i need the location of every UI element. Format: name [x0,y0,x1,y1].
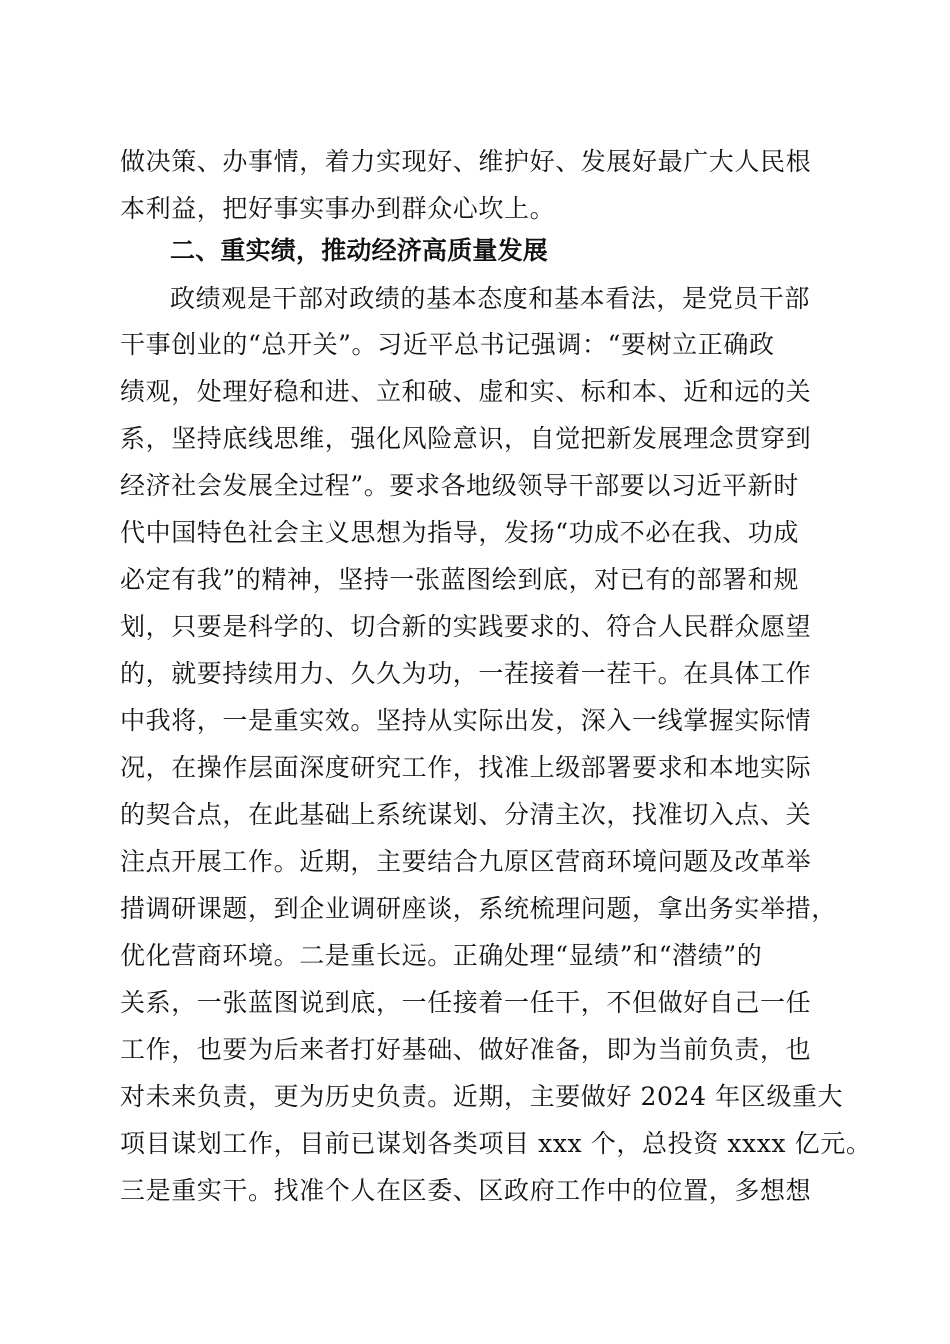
paragraph-line: 况，在操作层面深度研究工作，找准上级部署要求和本地实际 [120,753,812,782]
paragraph-line: 代中国特色社会主义思想为指导，发扬“功成不必在我、功成 [120,518,799,547]
paragraph-line: 干事创业的“总开关”。习近平总书记强调：“要树立正确政 [120,330,775,359]
paragraph-line: 的契合点，在此基础上系统谋划、分清主次，找准切入点、关 [120,800,812,829]
paragraph-line: 做决策、办事情，着力实现好、维护好、发展好最广大人民根 [120,147,812,176]
paragraph-line: 绩观，处理好稳和进、立和破、虚和实、标和本、近和远的关 [120,377,812,406]
paragraph-line: 经济社会发展全过程”。要求各地级领导干部要以习近平新时 [120,471,799,500]
paragraph-line: 必定有我”的精神，坚持一张蓝图绘到底，对已有的部署和规 [120,565,799,594]
paragraph-line: 系，坚持底线思维，强化风险意识，自觉把新发展理念贯穿到 [120,424,812,453]
paragraph-line: 政绩观是干部对政绩的基本态度和基本看法，是党员干部 [170,284,811,313]
paragraph-line: 关系，一张蓝图说到底，一任接着一任干，不但做好自己一任 [120,988,812,1017]
paragraph-line: 的，就要持续用力、久久为功，一茬接着一茬干。在具体工作 [120,659,812,688]
paragraph-line: 对未来负责，更为历史负责。近期，主要做好 2024 年区级重大 [120,1082,844,1111]
paragraph-line: 本利益，把好事实事办到群众心坎上。 [120,194,556,223]
section-heading: 二、重实绩，推动经济高质量发展 [170,236,549,265]
paragraph-line: 注点开展工作。近期，主要结合九原区营商环境问题及改革举 [120,847,812,876]
paragraph-line: 中我将，一是重实效。坚持从实际出发，深入一线掌握实际情 [120,706,812,735]
paragraph-line: 三是重实干。找准个人在区委、区政府工作中的位置，多想想 [120,1176,812,1205]
paragraph-line: 划，只要是科学的、切合新的实践要求的、符合人民群众愿望 [120,612,812,641]
paragraph-line: 项目谋划工作，目前已谋划各类项目 xxx 个，总投资 xxxx 亿元。 [120,1129,872,1158]
paragraph-line: 措调研课题，到企业调研座谈，系统梳理问题，拿出务实举措， [120,894,837,923]
paragraph-line: 工作，也要为后来者打好基础、做好准备，即为当前负责，也 [120,1035,812,1064]
paragraph-line: 优化营商环境。二是重长远。正确处理“显绩”和“潜绩”的 [120,941,763,970]
